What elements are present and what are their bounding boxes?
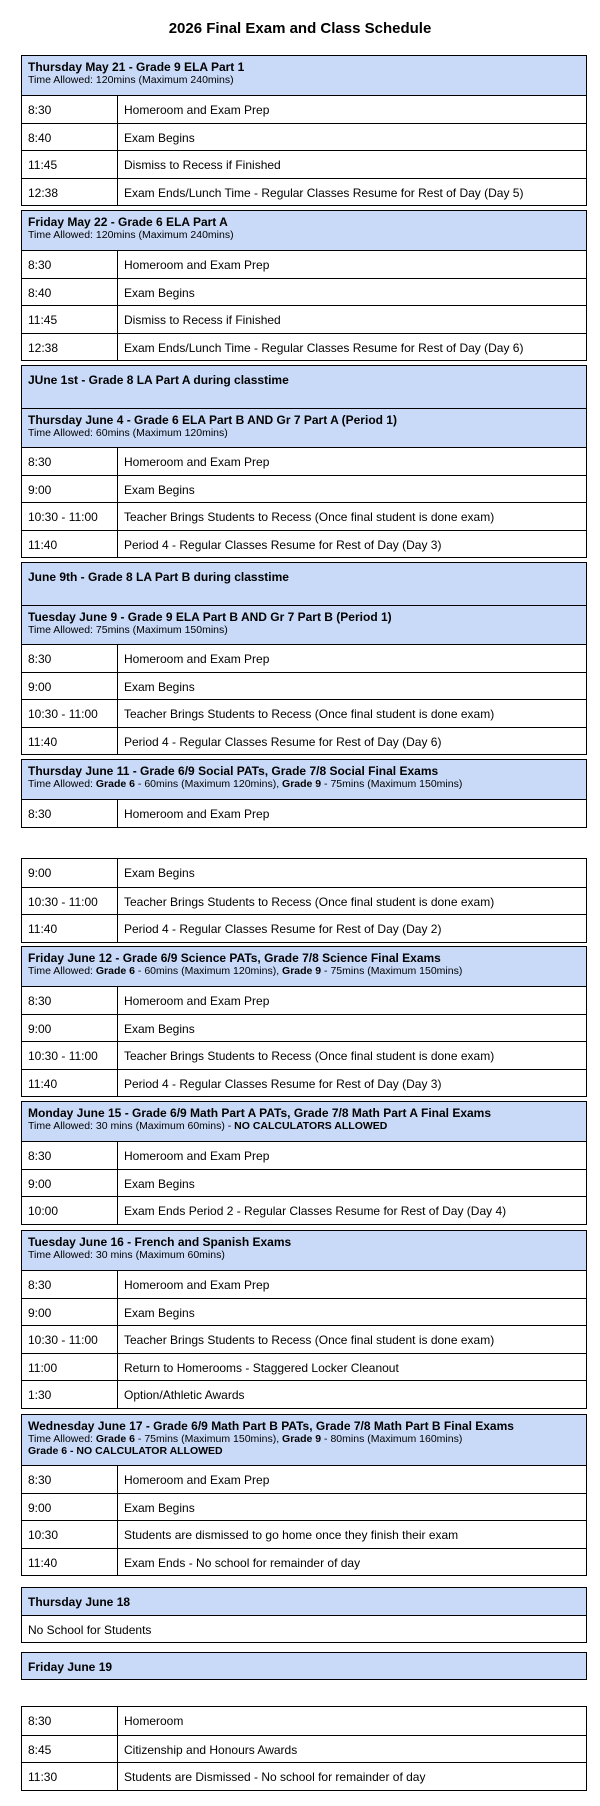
table-row (22, 1014, 586, 1042)
row-time: 8:30 (22, 800, 118, 827)
day-heading: Monday June 15 - Grade 6/9 Math Part A PATs, Grade 7/8 Math Part A Final Exams (28, 1106, 492, 1120)
table-row (22, 178, 586, 206)
table-row (22, 475, 586, 503)
row-time: 8:30 (22, 645, 118, 672)
row-desc: Exam Ends/Lunch Time - Regular Classes Resume for Rest of Day (Day 5) (124, 185, 524, 200)
row-time: 10:30 - 11:00 (22, 503, 118, 530)
row-desc: Dismiss to Recess if Finished (124, 158, 281, 172)
table-row (22, 1548, 586, 1576)
row-time: 11:40 (22, 1070, 118, 1097)
schedule-block-june19-rows (21, 1706, 587, 1791)
row-time: 8:30 (22, 1142, 118, 1169)
row-desc: Homeroom and Exam Prep (124, 455, 270, 469)
schedule-block-june15 (21, 1101, 587, 1225)
row-desc: Homeroom and Exam Prep (124, 994, 270, 1008)
row-time: 10:30 - 11:00 (22, 888, 118, 915)
table-row (22, 1196, 586, 1224)
day-heading: JUne 1st - Grade 8 LA Part A during classtime (28, 373, 289, 387)
row-time: 8:30 (22, 1466, 118, 1493)
row-time: 9:00 (22, 1299, 118, 1326)
table-row (22, 278, 586, 306)
row-time: 10:30 (22, 1521, 118, 1548)
row-time: 8:30 (22, 448, 118, 475)
day-header (22, 563, 586, 605)
time-allowed: Time Allowed: Grade 6 - 60mins (Maximum 120mins), Grade 9 - 75mins (Maximum 150mins) (28, 778, 463, 790)
table-row (22, 250, 586, 278)
row-time: 9:00 (22, 1170, 118, 1197)
table-row (22, 1520, 586, 1548)
time-allowed: Time Allowed: 120mins (Maximum 240mins) (28, 74, 234, 86)
schedule-block-june9 (21, 562, 587, 755)
row-desc: Exam Begins (124, 482, 195, 497)
table-row (22, 1762, 586, 1790)
row-desc: Exam Begins (124, 866, 195, 880)
time-allowed: Time Allowed: Grade 6 - 75mins (Maximum 150mins), Grade 9 - 80mins (Maximum 160mins) (28, 1433, 463, 1445)
row-desc: Teacher Brings Students to Recess (Once final student is done exam) (124, 1333, 495, 1347)
table-row (22, 123, 586, 151)
row-desc: Exam Ends - No school for remainder of day (124, 1555, 361, 1570)
row-desc: Option/Athletic Awards (124, 1388, 245, 1402)
row-time: 9:00 (22, 673, 118, 700)
row-time: 11:45 (22, 306, 118, 333)
table-row (22, 333, 586, 361)
row-desc: Exam Begins (124, 130, 195, 145)
row-desc: Exam Begins (124, 679, 195, 694)
time-allowed: Time Allowed: Grade 6 - 60mins (Maximum 120mins), Grade 9 - 75mins (Maximum 150mins) (28, 965, 463, 977)
row-desc: Homeroom and Exam Prep (124, 652, 270, 666)
schedule-block-june11 (21, 759, 587, 828)
table-row (22, 1298, 586, 1326)
row-time: 11:45 (22, 151, 118, 178)
day-header (22, 408, 586, 447)
day-header (22, 1231, 586, 1270)
table-row (22, 887, 586, 915)
table-row (22, 530, 586, 558)
table-row (22, 150, 586, 178)
day-heading: Tuesday June 9 - Grade 9 ELA Part B AND Gr 7 Part B (Period 1) (28, 610, 392, 624)
row-desc: Citizenship and Honours Awards (124, 1742, 298, 1757)
row-desc: Homeroom and Exam Prep (124, 1278, 270, 1292)
table-row (22, 859, 586, 887)
schedule-block-june16 (21, 1230, 587, 1409)
day-heading: June 9th - Grade 8 LA Part B during classtime (28, 570, 289, 584)
day-header (22, 56, 586, 95)
table-row (22, 699, 586, 727)
row-desc: Period 4 - Regular Classes Resume for Rest of Day (Day 6) (124, 734, 442, 749)
row-time: 12:38 (22, 179, 118, 206)
schedule-block-may21 (21, 55, 587, 206)
row-desc: Students are dismissed to go home once they finish their exam (124, 1528, 459, 1542)
row-desc: Exam Ends Period 2 - Regular Classes Resume for Rest of Day (Day 4) (124, 1204, 507, 1218)
table-row (22, 1325, 586, 1353)
table-row (22, 1270, 586, 1298)
time-allowed: Time Allowed: 120mins (Maximum 240mins) (28, 229, 234, 241)
row-time: 8:30 (22, 1271, 118, 1298)
schedule-block-june11-cont (21, 858, 587, 943)
day-header (22, 760, 586, 799)
day-header (22, 1415, 586, 1465)
row-desc: Teacher Brings Students to Recess (Once final student is done exam) (124, 510, 495, 524)
row-time: 11:40 (22, 728, 118, 755)
row-desc: Teacher Brings Students to Recess (Once final student is done exam) (124, 894, 495, 909)
row-time: 8:30 (22, 96, 118, 123)
row-desc: Homeroom and Exam Prep (124, 103, 270, 117)
schedule-block-june12 (21, 946, 587, 1097)
row-time: 9:00 (22, 476, 118, 503)
day-heading: Friday June 12 - Grade 6/9 Science PATs, Grade 7/8 Science Final Exams (28, 951, 441, 965)
table-row (22, 1707, 586, 1735)
schedule-block-june17 (21, 1414, 587, 1576)
row-desc: Exam Begins (124, 1021, 195, 1036)
row-desc: Homeroom and Exam Prep (124, 807, 270, 821)
row-desc: Homeroom and Exam Prep (124, 1473, 270, 1487)
row-time: 11:40 (22, 1549, 118, 1576)
table-row (22, 1493, 586, 1521)
row-time: 8:40 (22, 124, 118, 151)
table-row (22, 1735, 586, 1763)
row-time: 8:45 (22, 1736, 118, 1763)
row-desc: Exam Begins (124, 1305, 195, 1320)
row-time: 9:00 (22, 1015, 118, 1042)
table-row (22, 1353, 586, 1381)
schedule-block-may22 (21, 210, 587, 361)
table-row (22, 1465, 586, 1493)
day-heading: Thursday June 4 - Grade 6 ELA Part B AND Gr 7 Part A (Period 1) (28, 413, 397, 427)
row-desc: Teacher Brings Students to Recess (Once final student is done exam) (124, 1049, 495, 1063)
row-time: 10:30 - 11:00 (22, 1326, 118, 1353)
row-time: 8:30 (22, 1707, 118, 1735)
row-time: 10:30 - 11:00 (22, 700, 118, 727)
calculator-note: Grade 6 - NO CALCULATOR ALLOWED (28, 1445, 223, 1457)
row-desc: Period 4 - Regular Classes Resume for Rest of Day (Day 3) (124, 537, 442, 552)
row-desc: Exam Begins (124, 1176, 195, 1191)
row-time: 11:00 (22, 1354, 118, 1381)
row-time: 9:00 (22, 859, 118, 887)
table-row (22, 672, 586, 700)
row-time: 11:40 (22, 915, 118, 942)
schedule-block-june19 (21, 1652, 587, 1680)
table-row (22, 914, 586, 942)
row-desc: Return to Homerooms - Staggered Locker Cleanout (124, 1360, 399, 1375)
row-time: 8:30 (22, 987, 118, 1014)
day-header (22, 1588, 586, 1615)
row-time: 9:00 (22, 1494, 118, 1521)
row-time: 8:30 (22, 251, 118, 278)
time-allowed: Time Allowed: 75mins (Maximum 150mins) (28, 624, 228, 636)
row-desc: Period 4 - Regular Classes Resume for Rest of Day (Day 3) (124, 1076, 442, 1091)
row-time: 10:00 (22, 1197, 118, 1224)
day-header (22, 947, 586, 986)
no-school-note: No School for Students (22, 1615, 586, 1642)
row-desc: Exam Begins (124, 285, 195, 300)
row-desc: Period 4 - Regular Classes Resume for Rest of Day (Day 2) (124, 922, 442, 936)
table-row (22, 986, 586, 1014)
row-time: 10:30 - 11:00 (22, 1042, 118, 1069)
day-heading: Friday June 19 (28, 1660, 113, 1674)
table-row (22, 305, 586, 333)
row-desc: Students are Dismissed - No school for remainder of day (124, 1770, 426, 1784)
table-row (22, 502, 586, 530)
row-desc: Homeroom (124, 1714, 184, 1728)
table-row (22, 799, 586, 827)
row-time: 1:30 (22, 1381, 118, 1408)
day-heading: Thursday May 21 - Grade 9 ELA Part 1 (28, 60, 245, 74)
table-row (22, 727, 586, 755)
row-desc: Homeroom and Exam Prep (124, 258, 270, 272)
day-header (22, 1102, 586, 1141)
day-header (22, 1653, 586, 1679)
table-row (22, 1041, 586, 1069)
day-header (22, 211, 586, 250)
row-desc: Exam Ends/Lunch Time - Regular Classes Resume for Rest of Day (Day 6) (124, 340, 524, 355)
row-time: 11:40 (22, 531, 118, 558)
day-heading: Thursday June 11 - Grade 6/9 Social PATs, Grade 7/8 Social Final Exams (28, 764, 439, 778)
schedule-block-june4 (21, 365, 587, 558)
table-row (22, 1141, 586, 1169)
time-allowed: Time Allowed: 30 mins (Maximum 60mins) (28, 1249, 225, 1261)
time-allowed: Time Allowed: 30 mins (Maximum 60mins) - NO CALCULATORS ALLOWED (28, 1120, 388, 1132)
row-desc: Teacher Brings Students to Recess (Once final student is done exam) (124, 707, 495, 721)
day-header (22, 366, 586, 408)
day-heading: Friday May 22 - Grade 6 ELA Part A (28, 215, 228, 229)
row-desc: Dismiss to Recess if Finished (124, 313, 281, 327)
row-time: 8:40 (22, 279, 118, 306)
table-row (22, 1069, 586, 1097)
row-time: 12:38 (22, 334, 118, 361)
table-row (22, 447, 586, 475)
schedule-block-june18 (21, 1587, 587, 1643)
day-header (22, 605, 586, 644)
row-time: 11:30 (22, 1763, 118, 1790)
table-row (22, 95, 586, 123)
day-heading: Thursday June 18 (28, 1595, 131, 1609)
day-heading: Wednesday June 17 - Grade 6/9 Math Part B PATs, Grade 7/8 Math Part B Final Exams (28, 1419, 514, 1433)
table-row (22, 1169, 586, 1197)
day-heading: Tuesday June 16 - French and Spanish Exams (28, 1235, 292, 1249)
row-desc: Exam Begins (124, 1500, 195, 1515)
time-allowed: Time Allowed: 60mins (Maximum 120mins) (28, 427, 228, 439)
table-row (22, 644, 586, 672)
row-desc: Homeroom and Exam Prep (124, 1149, 270, 1163)
page-title: 2026 Final Exam and Class Schedule (168, 20, 432, 37)
table-row (22, 1380, 586, 1408)
